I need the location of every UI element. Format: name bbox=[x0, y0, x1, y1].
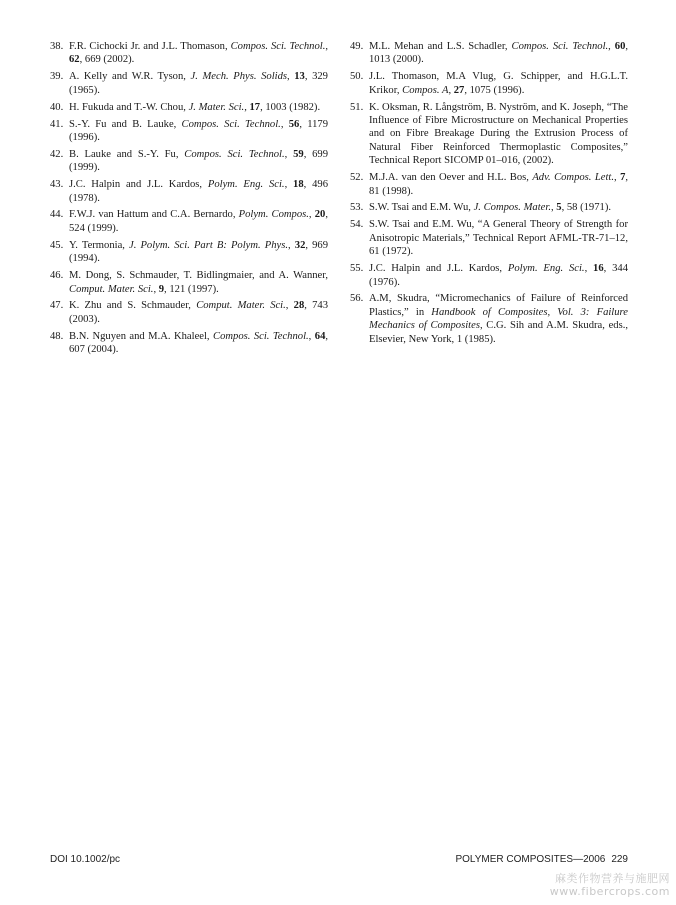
reference-details: , 669 (2002). bbox=[79, 54, 135, 66]
reference-number: 49. bbox=[350, 41, 364, 52]
watermark bbox=[550, 872, 670, 898]
reference-separator: , bbox=[244, 101, 250, 113]
reference-item bbox=[50, 239, 328, 266]
reference-authors: B. Lauke and S.-Y. Fu, bbox=[69, 148, 185, 160]
page-number: 229 bbox=[611, 854, 628, 865]
reference-item bbox=[50, 208, 328, 235]
reference-separator: , bbox=[284, 179, 294, 191]
reference-separator: , bbox=[284, 148, 294, 160]
reference-authors: F.W.J. van Hattum and C.A. Bernardo, bbox=[69, 209, 239, 221]
watermark-cn: 麻类作物营养与施肥网 bbox=[555, 872, 670, 885]
reference-number: 40. bbox=[50, 101, 64, 113]
reference-volume: 32 bbox=[294, 239, 306, 251]
reference-number: 46. bbox=[50, 270, 64, 282]
reference-separator: , bbox=[550, 202, 557, 214]
reference-authors: K. Zhu and S. Schmauder, bbox=[69, 300, 197, 312]
reference-item bbox=[50, 299, 328, 326]
reference-journal: Compos. Sci. Technol. bbox=[230, 41, 326, 52]
reference-item bbox=[350, 70, 628, 97]
reference-authors: K. Oksman, R. Långström, B. Nyström, and K. Joseph, “The Influence of Fibre Microstructure on Mechanical Properties and on Fibre Breakage During the Extrusion Process of Natural Fiber Reinforced Thermoplastic Composites,” Technical Report SICOMP 01–016, (2002). bbox=[369, 101, 628, 167]
reference-volume: 18 bbox=[293, 179, 304, 191]
reference-number: 53. bbox=[350, 202, 364, 214]
reference-item bbox=[350, 292, 628, 346]
reference-details: , 81 (1998). bbox=[369, 172, 629, 197]
reference-item bbox=[50, 118, 328, 145]
reference-volume: 17 bbox=[249, 101, 261, 113]
reference-item bbox=[50, 101, 328, 114]
reference-authors: J.C. Halpin and J.L. Kardos, bbox=[369, 263, 508, 275]
reference-volume: 9 bbox=[158, 283, 165, 295]
references-column-right bbox=[350, 40, 628, 350]
reference-volume: 62 bbox=[69, 54, 80, 66]
reference-authors: M.L. Mehan and L.S. Schadler, bbox=[369, 41, 512, 52]
reference-journal: J. Mech. Phys. Solids bbox=[190, 71, 287, 83]
reference-separator: , bbox=[280, 118, 289, 130]
reference-volume: 56 bbox=[288, 118, 300, 130]
reference-item bbox=[350, 262, 628, 289]
reference-separator: , bbox=[308, 209, 315, 221]
reference-separator: , bbox=[614, 172, 621, 184]
reference-separator: , bbox=[153, 283, 159, 295]
reference-details: , 699 (1999). bbox=[69, 148, 329, 174]
reference-authors: J.L. Thomason, M.A Vlug, G. Schipper, and H.G.L.T. Krikor, bbox=[369, 71, 628, 96]
reference-authors: F.R. Cichocki Jr. and J.L. Thomason, bbox=[69, 41, 231, 52]
reference-number: 51. bbox=[350, 101, 364, 113]
reference-number: 45. bbox=[50, 239, 64, 251]
reference-details: , 607 (2004). bbox=[69, 330, 329, 356]
reference-number: 41. bbox=[50, 118, 64, 130]
reference-number: 54. bbox=[350, 219, 364, 231]
reference-details: , 121 (1997). bbox=[164, 283, 219, 295]
reference-authors: S.W. Tsai and E.M. Wu, bbox=[369, 202, 474, 214]
reference-details: , 743 (2003). bbox=[69, 300, 329, 325]
reference-authors: B.N. Nguyen and M.A. Khaleel, bbox=[69, 330, 214, 342]
reference-authors: Y. Termonia, bbox=[69, 239, 130, 251]
reference-item bbox=[50, 148, 328, 175]
reference-journal: Compos. Sci. Technol. bbox=[181, 118, 281, 130]
reference-separator: , bbox=[308, 330, 315, 342]
reference-number: 44. bbox=[50, 209, 64, 221]
reference-volume: 27 bbox=[453, 84, 465, 96]
reference-details: , 329 (1965). bbox=[69, 71, 328, 96]
reference-journal: Polym. Eng. Sci. bbox=[507, 263, 585, 275]
watermark-url: www.fibercrops.com bbox=[549, 885, 670, 898]
reference-details: , 496 (1978). bbox=[69, 179, 329, 204]
reference-volume: 5 bbox=[556, 202, 562, 214]
reference-item bbox=[50, 40, 328, 67]
references-column-left bbox=[50, 40, 328, 360]
reference-number: 39. bbox=[50, 71, 64, 83]
reference-separator: , bbox=[325, 41, 328, 52]
reference-number: 42. bbox=[50, 148, 64, 160]
reference-authors: A. Kelly and W.R. Tyson, bbox=[69, 71, 191, 83]
reference-journal: J. Polym. Sci. Part B: Polym. Phys. bbox=[129, 239, 289, 251]
reference-details: , 344 (1976). bbox=[369, 263, 629, 288]
reference-number: 50. bbox=[350, 71, 364, 83]
reference-item bbox=[350, 218, 628, 258]
reference-number: 43. bbox=[50, 179, 64, 191]
reference-item bbox=[350, 101, 628, 168]
reference-item bbox=[50, 269, 328, 296]
reference-journal: Comput. Mater. Sci. bbox=[196, 300, 286, 312]
reference-volume: 59 bbox=[293, 148, 304, 160]
reference-volume: 7 bbox=[620, 172, 626, 184]
reference-authors: S.-Y. Fu and B. Lauke, bbox=[69, 118, 182, 130]
reference-volume: 16 bbox=[593, 263, 604, 275]
doi-footer bbox=[50, 854, 120, 865]
reference-authors: A.M, Skudra, “Micromechanics of Failure of Reinforced Plastics,” in bbox=[369, 293, 628, 318]
reference-number: 56. bbox=[350, 293, 364, 305]
reference-separator: , bbox=[285, 300, 294, 312]
reference-authors: M.J.A. van den Oever and H.L. Bos, bbox=[369, 172, 533, 184]
reference-journal: Handbook of Composites, Vol. 3: Failure Mechanics of Composites bbox=[369, 306, 628, 332]
page-footer bbox=[455, 854, 628, 865]
reference-journal: Compos. Sci. Technol. bbox=[511, 41, 609, 52]
reference-details: , 1075 (1996). bbox=[464, 84, 525, 96]
reference-number: 55. bbox=[350, 263, 364, 275]
reference-number: 48. bbox=[50, 330, 64, 342]
reference-separator: , bbox=[584, 263, 594, 275]
reference-volume: 13 bbox=[294, 71, 305, 83]
reference-details: , 1179 (1996). bbox=[69, 118, 329, 143]
doi-text: DOI 10.1002/pc bbox=[50, 854, 121, 865]
reference-details: , 1013 (2000). bbox=[369, 41, 629, 66]
journal-year: POLYMER COMPOSITES—2006 bbox=[455, 854, 606, 865]
reference-separator: , bbox=[448, 84, 454, 96]
reference-separator: , bbox=[288, 239, 295, 251]
reference-number: 47. bbox=[50, 300, 64, 312]
reference-journal: Compos. Sci. Technol. bbox=[213, 330, 309, 342]
reference-item bbox=[50, 70, 328, 97]
reference-details: , 1003 (1982). bbox=[260, 101, 321, 113]
reference-item bbox=[350, 201, 628, 214]
reference-number: 52. bbox=[350, 172, 364, 184]
reference-journal: Polym. Eng. Sci. bbox=[207, 179, 285, 191]
reference-authors: H. Fukuda and T.-W. Chou, bbox=[69, 101, 189, 113]
reference-journal: Polym. Compos. bbox=[238, 209, 309, 221]
reference-volume: 60 bbox=[614, 41, 626, 52]
reference-volume: 20 bbox=[314, 209, 326, 221]
reference-details: , 58 (1971). bbox=[561, 202, 611, 214]
reference-details: , C.G. Sih and A.M. Skudra, eds., Elsevier, New York, 1 (1985). bbox=[369, 320, 628, 345]
reference-journal: Compos. Sci. Technol. bbox=[184, 148, 285, 160]
reference-item bbox=[50, 178, 328, 205]
reference-item bbox=[50, 330, 328, 357]
reference-separator: , bbox=[287, 71, 295, 83]
reference-authors: S.W. Tsai and E.M. Wu, “A General Theory of Strength for Anisotropic Materials,” Technical Report AFML-TR-71–12, 61 (1972). bbox=[369, 219, 628, 258]
reference-item bbox=[350, 40, 628, 67]
reference-authors: J.C. Halpin and J.L. Kardos, bbox=[69, 179, 208, 191]
reference-number: 38. bbox=[50, 41, 64, 52]
reference-item bbox=[350, 171, 628, 198]
reference-details: , 969 (1994). bbox=[69, 239, 328, 265]
reference-journal: Adv. Compos. Lett. bbox=[532, 172, 614, 184]
reference-authors: M. Dong, S. Schmauder, T. Bidlingmaier, and A. Wanner, bbox=[69, 270, 328, 282]
reference-details: , 524 (1999). bbox=[69, 209, 328, 234]
reference-volume: 28 bbox=[293, 300, 305, 312]
reference-journal: Compos. A bbox=[402, 84, 449, 96]
reference-volume: 64 bbox=[314, 330, 326, 342]
reference-separator: , bbox=[608, 41, 615, 52]
reference-journal: J. Compos. Mater. bbox=[473, 202, 551, 214]
reference-journal: Comput. Mater. Sci. bbox=[69, 283, 154, 295]
reference-journal: J. Mater. Sci. bbox=[188, 101, 245, 113]
